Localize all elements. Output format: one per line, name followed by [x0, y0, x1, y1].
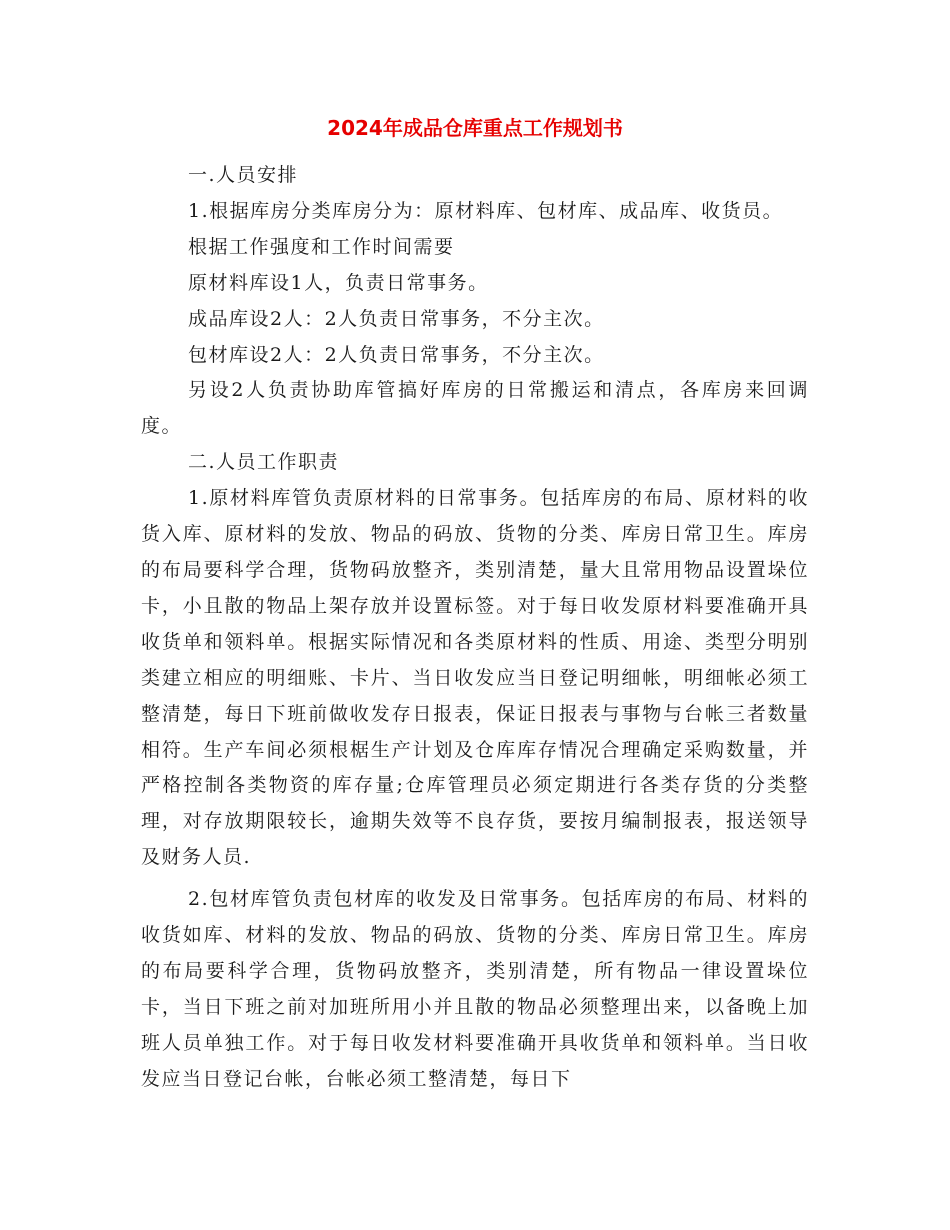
section-heading-duties: 二.人员工作职责 [188, 451, 340, 474]
document-title: 2024年成品仓库重点工作规划书 [327, 116, 623, 140]
paragraph-raw-material-staff: 原材料库设1人，负责日常事务。 [188, 271, 489, 294]
document-body [141, 158, 809, 1098]
paragraph-workload-note: 根据工作强度和工作时间需要 [188, 235, 455, 258]
paragraph-raw-material-duties: 1.原材料库管负责原材料的日常事务。包括库房的布局、原材料的收货入库、原材料的发放、物品的码放、货物的分类、库房日常卫生。库房的布局要科学合理，货物码放整齐，类别清楚，量大且常用物品设置垛位卡，小且散的物品上架存放并设置标签。对于每日收发原材料要准确开具收货单和领料单。根据实际情况和各类原材料的性质、用途、类型分明别类建立相应的明细账、卡片、当日收发应当日登记明细帐，明细帐必须工整清楚，每日下班前做收发存日报表，保证日报表与事物与台帐三者数量相符。生产车间必须根椐生产计划及仓库库存情况合理确定采购数量，并严格控制各类物资的库存量;仓库管理员必须定期进行各类存货的分类整理，对存放期限较长，逾期失效等不良存货，要按月编制报表，报送领导及财务人员. [141, 487, 809, 869]
paragraph-warehouse-categories: 1.根据库房分类库房分为：原材料库、包材库、成品库、收货员。 [188, 199, 784, 222]
paragraph-finished-goods-staff: 成品库设2人：2人负责日常事务，不分主次。 [188, 307, 605, 330]
paragraph-assistant-staff: 另设2人负责协助库管搞好库房的日常搬运和清点，各库房来回调度。 [141, 379, 809, 438]
section-heading-staffing: 一.人员安排 [188, 164, 299, 186]
paragraph-packaging-staff: 包材库设2人：2人负责日常事务，不分主次。 [188, 343, 605, 366]
paragraph-packaging-duties: 2.包材库管负责包材库的收发及日常事务。包括库房的布局、材料的收货如库、材料的发放、物品的码放、货物的分类、库房日常卫生。库房的布局要科学合理，货物码放整齐，类别清楚，所有物品一律设置垛位卡，当日下班之前对加班所用小并且散的物品必须整理出来，以备晚上加班人员单独工作。对于每日收发材料要准确开具收货单和领料单。当日收发应当日登记台帐，台帐必须工整清楚，每日下 [141, 888, 809, 1090]
